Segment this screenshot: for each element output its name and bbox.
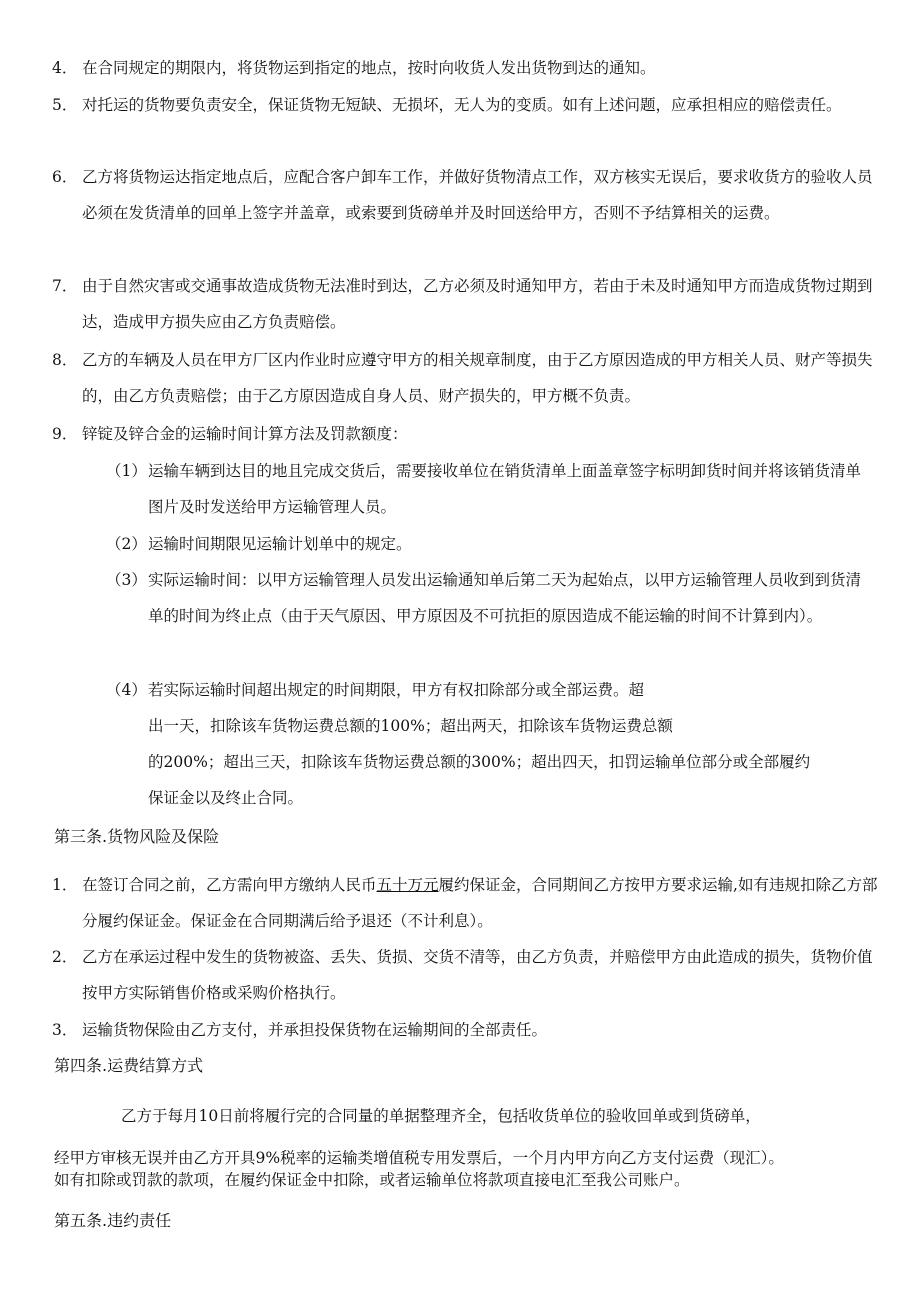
sub-clause-text: 运输时间期限见运输计划单中的规定。 [148,535,412,553]
clause-number: 7． [52,277,78,295]
clause-item [52,87,884,123]
clause-item [52,159,884,231]
clause-text-pre: 在签订合同之前，乙方需向甲方缴纳人民币 [82,876,377,894]
clause-text: 运输货物保险由乙方支付，并承担投保货物在运输期间的全部责任。 [82,1021,548,1039]
sub-clause-item [106,526,876,562]
deposit-amount: 五十万元 [376,876,439,894]
clause-number: 9． [52,425,78,443]
clause-number: 1． [52,876,78,894]
sub-clause-number: （4） [106,681,147,699]
sub-clause-text [148,672,876,816]
sub-clause-number: （1） [106,462,147,480]
clause-text: 由于自然灾害或交通事故造成货物无法准时到达，乙方必须及时通知甲方，若由于未及时通知甲方而造成货物过期到达，造成甲方损失应由乙方负责赔偿。 [82,277,873,331]
clause-item [52,939,884,1011]
sub-clause-item [106,562,876,634]
clause-text: 乙方将货物运达指定地点后，应配合客户卸车工作，并做好货物清点工作，双方核实无误后，要求收货方的验收人员必须在发货清单的回单上签字并盖章，或索要到货磅单并及时回送给甲方，否则不予结算相关的运费。 [82,168,873,222]
clause-text: 乙方的车辆及人员在甲方厂区内作业时应遵守甲方的相关规章制度，由于乙方原因造成的甲方相关人员、财产等损失的，由乙方负责赔偿；由于乙方原因造成自身人员、财产损失的，甲方概不负责。 [82,351,873,405]
clause-item [52,342,884,414]
text-line: 保证金以及终止合同。 [148,789,304,807]
text-line: 出一天，扣除该车货物运费总额的100%；超出两天，扣除该车货物运费总额 [148,717,673,735]
clause-number: 4． [52,59,78,77]
clause-item [52,1012,884,1048]
clause-text: 乙方在承运过程中发生的货物被盗、丢失、货损、交货不清等，由乙方负责，并赔偿甲方由此造成的损失，货物价值按甲方实际销售价格或采购价格执行。 [82,948,873,1002]
clause-number: 2． [52,948,78,966]
sub-clause-text: 运输车辆到达目的地且完成交货后，需要接收单位在销货清单上面盖章签字标明卸货时间并将该销货清单图片及时发送给甲方运输管理人员。 [148,462,862,516]
clause-item [52,50,884,86]
clause-text: 锌锭及锌合金的运输时间计算方法及罚款额度： [82,425,408,443]
sub-clause-text: 实际运输时间：以甲方运输管理人员发出运输通知单后第二天为起始点，以甲方运输管理人员收到到货清单的时间为终止点（由于天气原因、甲方原因及不可抗拒的原因造成不能运输的时间不计算到内）。 [148,571,862,625]
clause-number: 5． [52,96,78,114]
clause-item [52,268,884,340]
clause-number: 6． [52,168,78,186]
clause-text: 对托运的货物要负责安全，保证货物无短缺、无损坏，无人为的变质。如有上述问题，应承担相应的赔偿责任。 [82,96,842,114]
paragraph-line: 如有扣除或罚款的款项，在履约保证金中扣除，或者运输单位将款项直接电汇至我公司账户。 [54,1171,690,1189]
sub-clause-item [106,672,876,816]
clause-text-post: 履约保证金，合同期间乙方按甲方要求运输,如有违规扣除乙方部分履约保证金。保证金在合同期满后给予退还（不计利息）。 [82,876,878,930]
clause-number: 8． [52,351,78,369]
sub-clause-number: （2） [106,535,147,553]
clause-text [82,867,884,939]
clause-item [52,416,884,452]
paragraph: 乙方于每月10日前将履行完的合同量的单据整理齐全，包括收货单位的验收回单或到货磅单， [121,1107,761,1125]
text-line: 若实际运输时间超出规定的时间期限，甲方有权扣除部分或全部运费。超 [148,681,645,699]
clause-text: 在合同规定的期限内，将货物运到指定的地点，按时向收货人发出货物到达的通知。 [82,59,656,77]
section-heading: 第五条.违约责任 [54,1211,172,1230]
section-heading: 第四条.运费结算方式 [54,1056,204,1075]
sub-clause-item [106,453,876,525]
section-heading: 第三条.货物风险及保险 [54,827,220,846]
text-line: 的200%；超出三天，扣除该车货物运费总额的300%；超出四天，扣罚运输单位部分或全部履约 [148,753,811,771]
clause-item [52,867,884,939]
paragraph-line: 经甲方审核无误并由乙方开具9%税率的运输类增值税专用发票后，一个月内甲方向乙方支付运费（现汇）。 [54,1149,784,1167]
clause-number: 3． [52,1021,78,1039]
sub-clause-number: （3） [106,571,147,589]
